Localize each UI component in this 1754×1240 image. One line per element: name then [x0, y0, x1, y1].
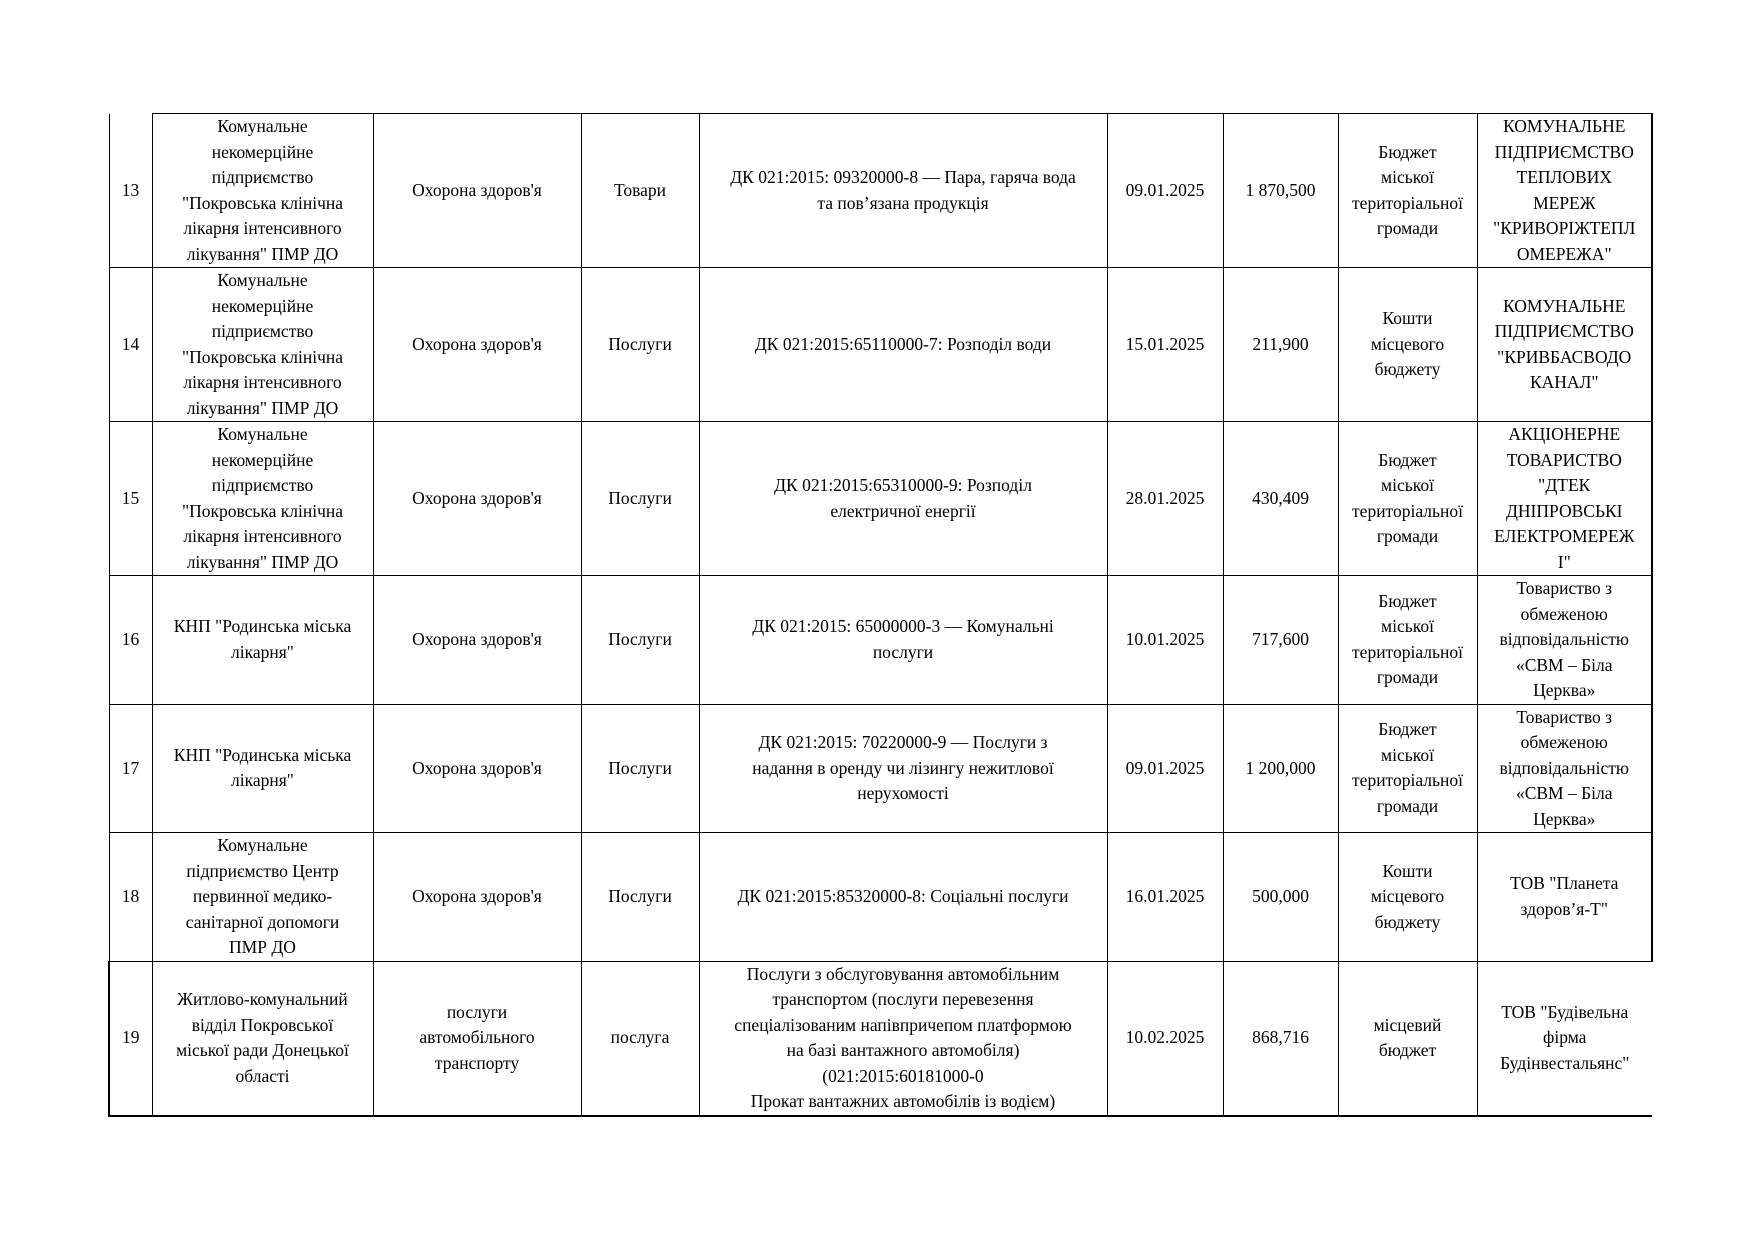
- supplier-cell-line: Церква»: [1533, 808, 1596, 829]
- supplier-cell: [1477, 833, 1652, 962]
- category-cell: [581, 833, 699, 962]
- subject-cell-line: транспортом (послуги перевезення: [772, 989, 1034, 1009]
- amount-cell: 1 200,000: [1223, 704, 1338, 833]
- row-number: 14: [109, 268, 152, 422]
- funding-cell-line: бюджет: [1378, 1040, 1437, 1060]
- supplier-cell-line: фірма: [1543, 1027, 1587, 1048]
- funding-cell: [1338, 268, 1477, 422]
- table-row: [109, 576, 1652, 705]
- funding-cell-line: бюджету: [1374, 359, 1441, 380]
- category-cell: [581, 704, 699, 833]
- funding-cell-line: міської: [1381, 475, 1434, 495]
- date-cell: 28.01.2025: [1107, 422, 1223, 576]
- funding-cell-line: Бюджет: [1378, 141, 1437, 162]
- procurement-table: [108, 113, 1653, 1117]
- customer-cell-line: Комунальне: [217, 835, 308, 855]
- supplier-cell-line: КАНАЛ": [1529, 372, 1599, 392]
- customer-cell-line: некомерційне: [211, 295, 314, 316]
- customer-cell-line: підприємство Центр: [186, 860, 339, 881]
- category-cell-line: Послуги: [608, 487, 672, 508]
- funding-cell-line: Бюджет: [1378, 590, 1437, 611]
- subject-cell-line: ДК 021:2015:65110000-7: Розподіл води: [754, 333, 1052, 354]
- funding-cell-line: територіальної: [1352, 770, 1463, 791]
- table-row: [109, 833, 1652, 962]
- subject-cell-line: (021:2015:60181000-0: [822, 1065, 984, 1086]
- customer-cell: [152, 114, 373, 268]
- subject-cell: [699, 961, 1107, 1116]
- sector-cell-line: Охорона здоров'я: [412, 333, 542, 354]
- subject-cell: [699, 268, 1107, 422]
- category-cell-line: послуга: [610, 1027, 670, 1048]
- supplier-cell: [1477, 704, 1652, 833]
- funding-cell-line: Кошти: [1382, 308, 1433, 329]
- supplier-cell-line: відповідальністю: [1499, 757, 1630, 778]
- supplier-cell-line: «СВМ – Біла: [1515, 654, 1613, 675]
- sector-cell-line: Охорона здоров'я: [412, 487, 542, 508]
- customer-cell: [152, 961, 373, 1116]
- customer-cell-line: КНП "Родинська міська: [173, 744, 352, 765]
- subject-cell: [699, 114, 1107, 268]
- supplier-cell-line: ТОВАРИСТВО: [1506, 449, 1622, 470]
- customer-cell-line: лікування" ПМР ДО: [186, 243, 339, 264]
- category-cell-line: Послуги: [608, 757, 672, 778]
- date-cell: 10.01.2025: [1107, 576, 1223, 705]
- category-cell-line: Послуги: [608, 629, 672, 649]
- supplier-cell-line: Церква»: [1533, 680, 1596, 700]
- subject-cell-line: ДК 021:2015: 65000000-3 — Комунальні: [752, 616, 1054, 637]
- amount-cell: 868,716: [1223, 961, 1338, 1116]
- row-number: 17: [109, 704, 152, 833]
- amount-cell: 717,600: [1223, 576, 1338, 705]
- funding-cell: [1338, 833, 1477, 962]
- supplier-cell: [1477, 114, 1652, 268]
- funding-cell-line: громади: [1376, 526, 1439, 546]
- row-number: 18: [109, 833, 152, 962]
- supplier-cell-line: КОМУНАЛЬНЕ: [1503, 295, 1626, 316]
- row-number: 13: [109, 114, 152, 268]
- sector-cell-line: Охорона здоров'я: [412, 179, 542, 200]
- customer-cell-line: ПМР ДО: [229, 937, 296, 957]
- supplier-cell: [1477, 576, 1652, 705]
- customer-cell-line: "Покровська клінічна: [181, 346, 344, 367]
- supplier-cell: [1477, 422, 1652, 576]
- funding-cell-line: Бюджет: [1378, 449, 1437, 470]
- category-cell: [581, 114, 699, 268]
- funding-cell: [1338, 422, 1477, 576]
- funding-cell-line: територіальної: [1352, 641, 1463, 662]
- sector-cell-line: Охорона здоров'я: [412, 757, 542, 778]
- supplier-cell-line: ПІДПРИЄМСТВО: [1494, 141, 1634, 162]
- supplier-cell-line: ТОВ "Будівельна: [1501, 1001, 1629, 1022]
- row-number: 19: [109, 961, 152, 1116]
- subject-cell-line: Прокат вантажних автомобілів із водієм): [750, 1091, 1056, 1111]
- customer-cell: [152, 422, 373, 576]
- subject-cell-line: ДК 021:2015: 09320000-8 — Пара, гаряча вода: [730, 167, 1076, 187]
- funding-cell-line: міської: [1381, 616, 1434, 637]
- customer-cell-line: лікарня": [231, 770, 294, 791]
- customer-cell-line: Житлово-комунальний: [177, 989, 348, 1009]
- supplier-cell-line: "КРИВБАСВОДО: [1497, 346, 1632, 367]
- funding-cell-line: територіальної: [1352, 192, 1463, 213]
- supplier-cell-line: Товариство з: [1516, 706, 1613, 727]
- subject-cell-line: нерухомості: [857, 783, 949, 803]
- customer-cell-line: лікарня інтенсивного: [183, 526, 342, 546]
- date-cell: 16.01.2025: [1107, 833, 1223, 962]
- subject-cell-line: Послуги з обслуговування автомобільним: [746, 963, 1060, 984]
- supplier-cell-line: «СВМ – Біла: [1515, 783, 1613, 803]
- funding-cell-line: Кошти: [1382, 860, 1433, 881]
- customer-cell-line: Комунальне: [217, 424, 308, 444]
- customer-cell-line: первинної медико-: [192, 886, 333, 906]
- category-cell: [581, 961, 699, 1116]
- subject-cell: [699, 704, 1107, 833]
- sector-cell: [373, 961, 581, 1116]
- sector-cell-line: автомобільного: [419, 1027, 535, 1048]
- sector-cell: [373, 114, 581, 268]
- subject-cell-line: ДК 021:2015:65310000-9: Розподіл: [774, 475, 1032, 495]
- supplier-cell: [1477, 268, 1652, 422]
- table-row: [109, 704, 1652, 833]
- subject-cell-line: надання в оренду чи лізингу нежитлової: [752, 757, 1054, 778]
- customer-cell-line: некомерційне: [211, 449, 314, 470]
- supplier-cell-line: обмеженою: [1520, 603, 1608, 624]
- subject-cell: [699, 576, 1107, 705]
- customer-cell-line: лікарня інтенсивного: [183, 372, 342, 392]
- category-cell-line: Товари: [613, 179, 667, 200]
- subject-cell-line: послуги: [872, 641, 934, 662]
- customer-cell-line: Комунальне: [217, 270, 308, 290]
- funding-cell: [1338, 961, 1477, 1116]
- supplier-cell-line: здоров’я-Т": [1520, 898, 1609, 919]
- customer-cell-line: некомерційне: [211, 141, 314, 162]
- subject-cell-line: на базі вантажного автомобіля): [786, 1040, 1020, 1060]
- funding-cell: [1338, 704, 1477, 833]
- subject-cell: [699, 833, 1107, 962]
- supplier-cell-line: "ДТЕК: [1538, 475, 1591, 495]
- customer-cell: [152, 576, 373, 705]
- sector-cell-line: Охорона здоров'я: [412, 629, 542, 649]
- table-row: [109, 114, 1652, 268]
- customer-cell-line: міської ради Донецької: [176, 1040, 349, 1060]
- customer-cell-line: "Покровська клінічна: [181, 192, 344, 213]
- supplier-cell-line: Товариство з: [1516, 578, 1613, 598]
- supplier-cell-line: ОМЕРЕЖА": [1516, 243, 1612, 264]
- customer-cell-line: підприємство: [211, 475, 314, 495]
- customer-cell: [152, 833, 373, 962]
- amount-cell: 500,000: [1223, 833, 1338, 962]
- sector-cell: [373, 576, 581, 705]
- sector-cell: [373, 704, 581, 833]
- table-row: [109, 961, 1652, 1116]
- funding-cell-line: місцевий: [1373, 1014, 1442, 1035]
- customer-cell-line: відділ Покровської: [191, 1014, 334, 1035]
- customer-cell-line: області: [235, 1065, 290, 1086]
- table-row: [109, 268, 1652, 422]
- customer-cell: [152, 704, 373, 833]
- sector-cell: [373, 833, 581, 962]
- supplier-cell-line: Будінвестальянс": [1500, 1052, 1630, 1073]
- sector-cell: [373, 268, 581, 422]
- customer-cell-line: лікування" ПМР ДО: [186, 551, 339, 572]
- customer-cell: [152, 268, 373, 422]
- date-cell: 09.01.2025: [1107, 704, 1223, 833]
- amount-cell: 430,409: [1223, 422, 1338, 576]
- customer-cell-line: лікарня інтенсивного: [183, 218, 342, 238]
- funding-cell-line: бюджету: [1374, 911, 1441, 932]
- row-number: 16: [109, 576, 152, 705]
- date-cell: 10.02.2025: [1107, 961, 1223, 1116]
- supplier-cell: [1477, 961, 1652, 1116]
- subject-cell-line: та пов’язана продукція: [817, 192, 989, 213]
- category-cell: [581, 576, 699, 705]
- supplier-cell-line: відповідальністю: [1499, 629, 1630, 649]
- supplier-cell-line: ЕЛЕКТРОМЕРЕЖ: [1494, 526, 1635, 546]
- sector-cell-line: Охорона здоров'я: [412, 886, 542, 906]
- row-number: 15: [109, 422, 152, 576]
- customer-cell-line: КНП "Родинська міська: [173, 616, 352, 637]
- category-cell: [581, 268, 699, 422]
- funding-cell: [1338, 576, 1477, 705]
- category-cell-line: Послуги: [608, 886, 672, 906]
- sector-cell-line: транспорту: [434, 1052, 520, 1073]
- customer-cell-line: "Покровська клінічна: [181, 500, 344, 521]
- subject-cell: [699, 422, 1107, 576]
- supplier-cell-line: "КРИВОРІЖТЕПЛ: [1493, 218, 1636, 238]
- category-cell-line: Послуги: [608, 333, 672, 354]
- funding-cell-line: громади: [1376, 667, 1439, 688]
- sector-cell: [373, 422, 581, 576]
- supplier-cell-line: МЕРЕЖ: [1533, 192, 1596, 213]
- subject-cell-line: ДК 021:2015:85320000-8: Соціальні послуги: [737, 886, 1069, 906]
- amount-cell: 211,900: [1223, 268, 1338, 422]
- customer-cell-line: лікарня": [231, 641, 294, 662]
- supplier-cell-line: обмеженою: [1520, 732, 1608, 752]
- customer-cell-line: санітарної допомоги: [185, 911, 340, 932]
- supplier-cell-line: ПІДПРИЄМСТВО: [1494, 321, 1634, 341]
- category-cell: [581, 422, 699, 576]
- funding-cell: [1338, 114, 1477, 268]
- supplier-cell-line: ДНІПРОВСЬКІ: [1505, 500, 1623, 521]
- amount-cell: 1 870,500: [1223, 114, 1338, 268]
- funding-cell-line: міської: [1381, 744, 1434, 765]
- funding-cell-line: територіальної: [1352, 500, 1463, 521]
- customer-cell-line: підприємство: [211, 167, 314, 187]
- sector-cell-line: послуги: [446, 1001, 508, 1022]
- customer-cell-line: підприємство: [211, 321, 314, 341]
- subject-cell-line: ДК 021:2015: 70220000-9 — Послуги з: [758, 732, 1048, 752]
- funding-cell-line: громади: [1376, 218, 1439, 238]
- funding-cell-line: місцевого: [1370, 333, 1445, 354]
- supplier-cell-line: КОМУНАЛЬНЕ: [1503, 116, 1626, 136]
- customer-cell-line: Комунальне: [217, 116, 308, 136]
- customer-cell-line: лікування" ПМР ДО: [186, 397, 339, 418]
- supplier-cell-line: ТОВ "Планета: [1510, 873, 1619, 894]
- subject-cell-line: спеціалізованим напівпричепом платформою: [734, 1014, 1072, 1035]
- funding-cell-line: місцевого: [1370, 886, 1445, 906]
- supplier-cell-line: ТЕПЛОВИХ: [1516, 167, 1612, 187]
- funding-cell-line: Бюджет: [1378, 719, 1437, 740]
- date-cell: 15.01.2025: [1107, 268, 1223, 422]
- funding-cell-line: громади: [1376, 795, 1439, 816]
- subject-cell-line: електричної енергії: [830, 500, 976, 521]
- date-cell: 09.01.2025: [1107, 114, 1223, 268]
- supplier-cell-line: І": [1557, 551, 1571, 572]
- table-row: [109, 422, 1652, 576]
- funding-cell-line: міської: [1381, 167, 1434, 187]
- supplier-cell-line: АКЦІОНЕРНЕ: [1508, 424, 1621, 444]
